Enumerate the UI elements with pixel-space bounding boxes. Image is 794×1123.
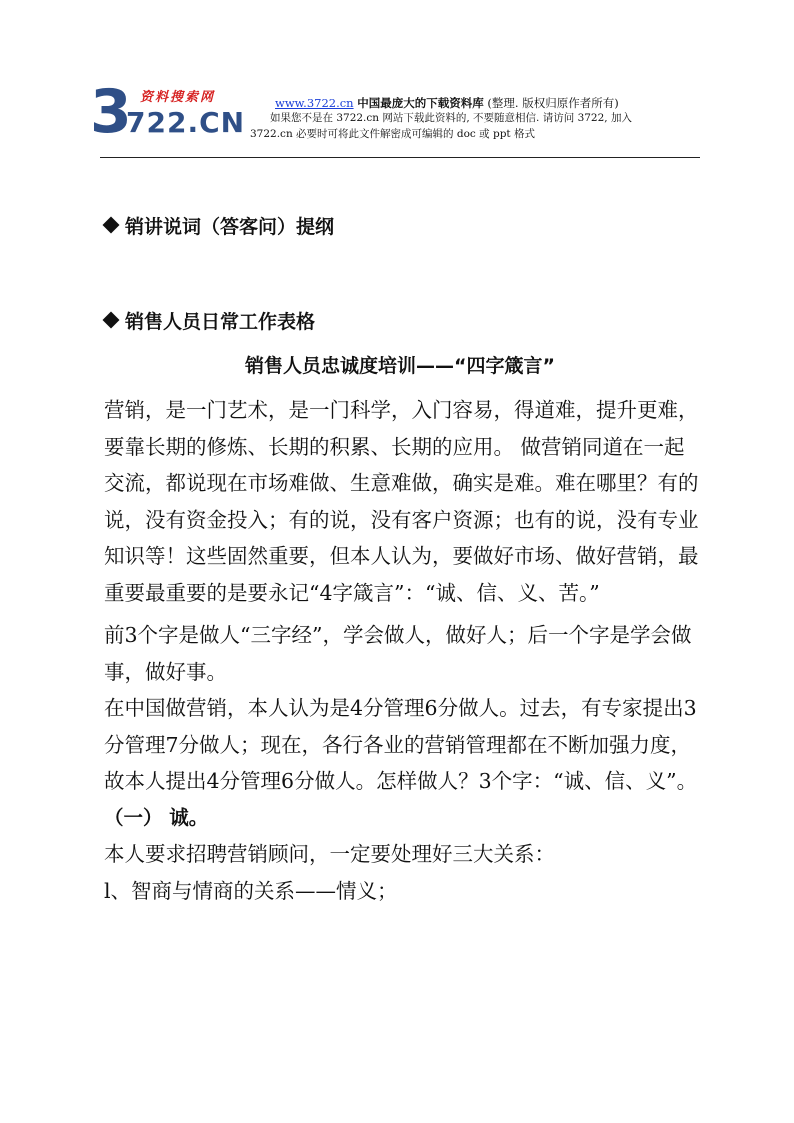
document-body — [104, 392, 704, 909]
logo-domain: 722.CN — [126, 106, 246, 139]
diamond-bullet-icon — [103, 217, 120, 234]
header-divider — [100, 157, 700, 158]
header-notice-line1: 如果您不是在 3722.cn 网站下载此资料的, 不要随意相信. 请访问 3722, 加入 — [270, 112, 632, 124]
paragraph: 营销，是一门艺术，是一门科学，入门容易，得道难，提升更难，要靠长期的修炼、长期的积累、长期的应用。 做营销同道在一起交流，都说现在市场难做、生意难做，确实是难。难在哪里？有的说，没有资金投入；有的说，没有客户资源；也有的说，没有专业知识等！这些固然重要，但本人认为，要做好市场、做好营销，最重要最重要的是要永记“4字箴言”：“诚、信、义、苦。” — [104, 398, 699, 605]
paragraph: 前3个字是做人“三字经”，学会做人，做好人；后一个字是学会做事，做好事。 — [104, 623, 692, 684]
section-heading-sales-script — [105, 215, 334, 239]
tagline-note: (整理. 版权归原作者所有) — [487, 96, 619, 110]
heading-text: 销售人员日常工作表格 — [125, 311, 316, 333]
logo-number: 3 — [90, 77, 132, 147]
site-logo[interactable] — [90, 77, 250, 147]
paragraph: 本人要求招聘营销顾问，一定要处理好三大关系： — [104, 842, 555, 866]
section-heading-daily-forms — [105, 310, 315, 334]
site-link[interactable]: www.3722.cn — [275, 96, 354, 110]
header-tagline — [275, 96, 619, 110]
paragraph: 在中国做营销，本人认为是4分管理6分做人。过去，有专家提出3分管理7分做人；现在，各行各业的营销管理都在不断加强力度，故本人提出4分管理6分做人。怎样做人？3个字：“诚、信、义”。 — [104, 696, 698, 793]
tagline-bold: 中国最庞大的下载资料库 — [357, 96, 484, 110]
logo-slogan: 资料搜索网 — [140, 90, 216, 105]
section-one-heading: （一） 诚。 — [104, 805, 209, 829]
heading-text: 销讲说词（答客问）提纲 — [125, 216, 335, 238]
diamond-bullet-icon — [103, 312, 120, 329]
header-notice-line2: 3722.cn 必要时可将此文件解密成可编辑的 doc 或 ppt 格式 — [250, 128, 535, 140]
list-item: l、智商与情商的关系——情义； — [104, 878, 398, 903]
document-title: 销售人员忠诚度培训——“四字箴言” — [245, 355, 555, 377]
